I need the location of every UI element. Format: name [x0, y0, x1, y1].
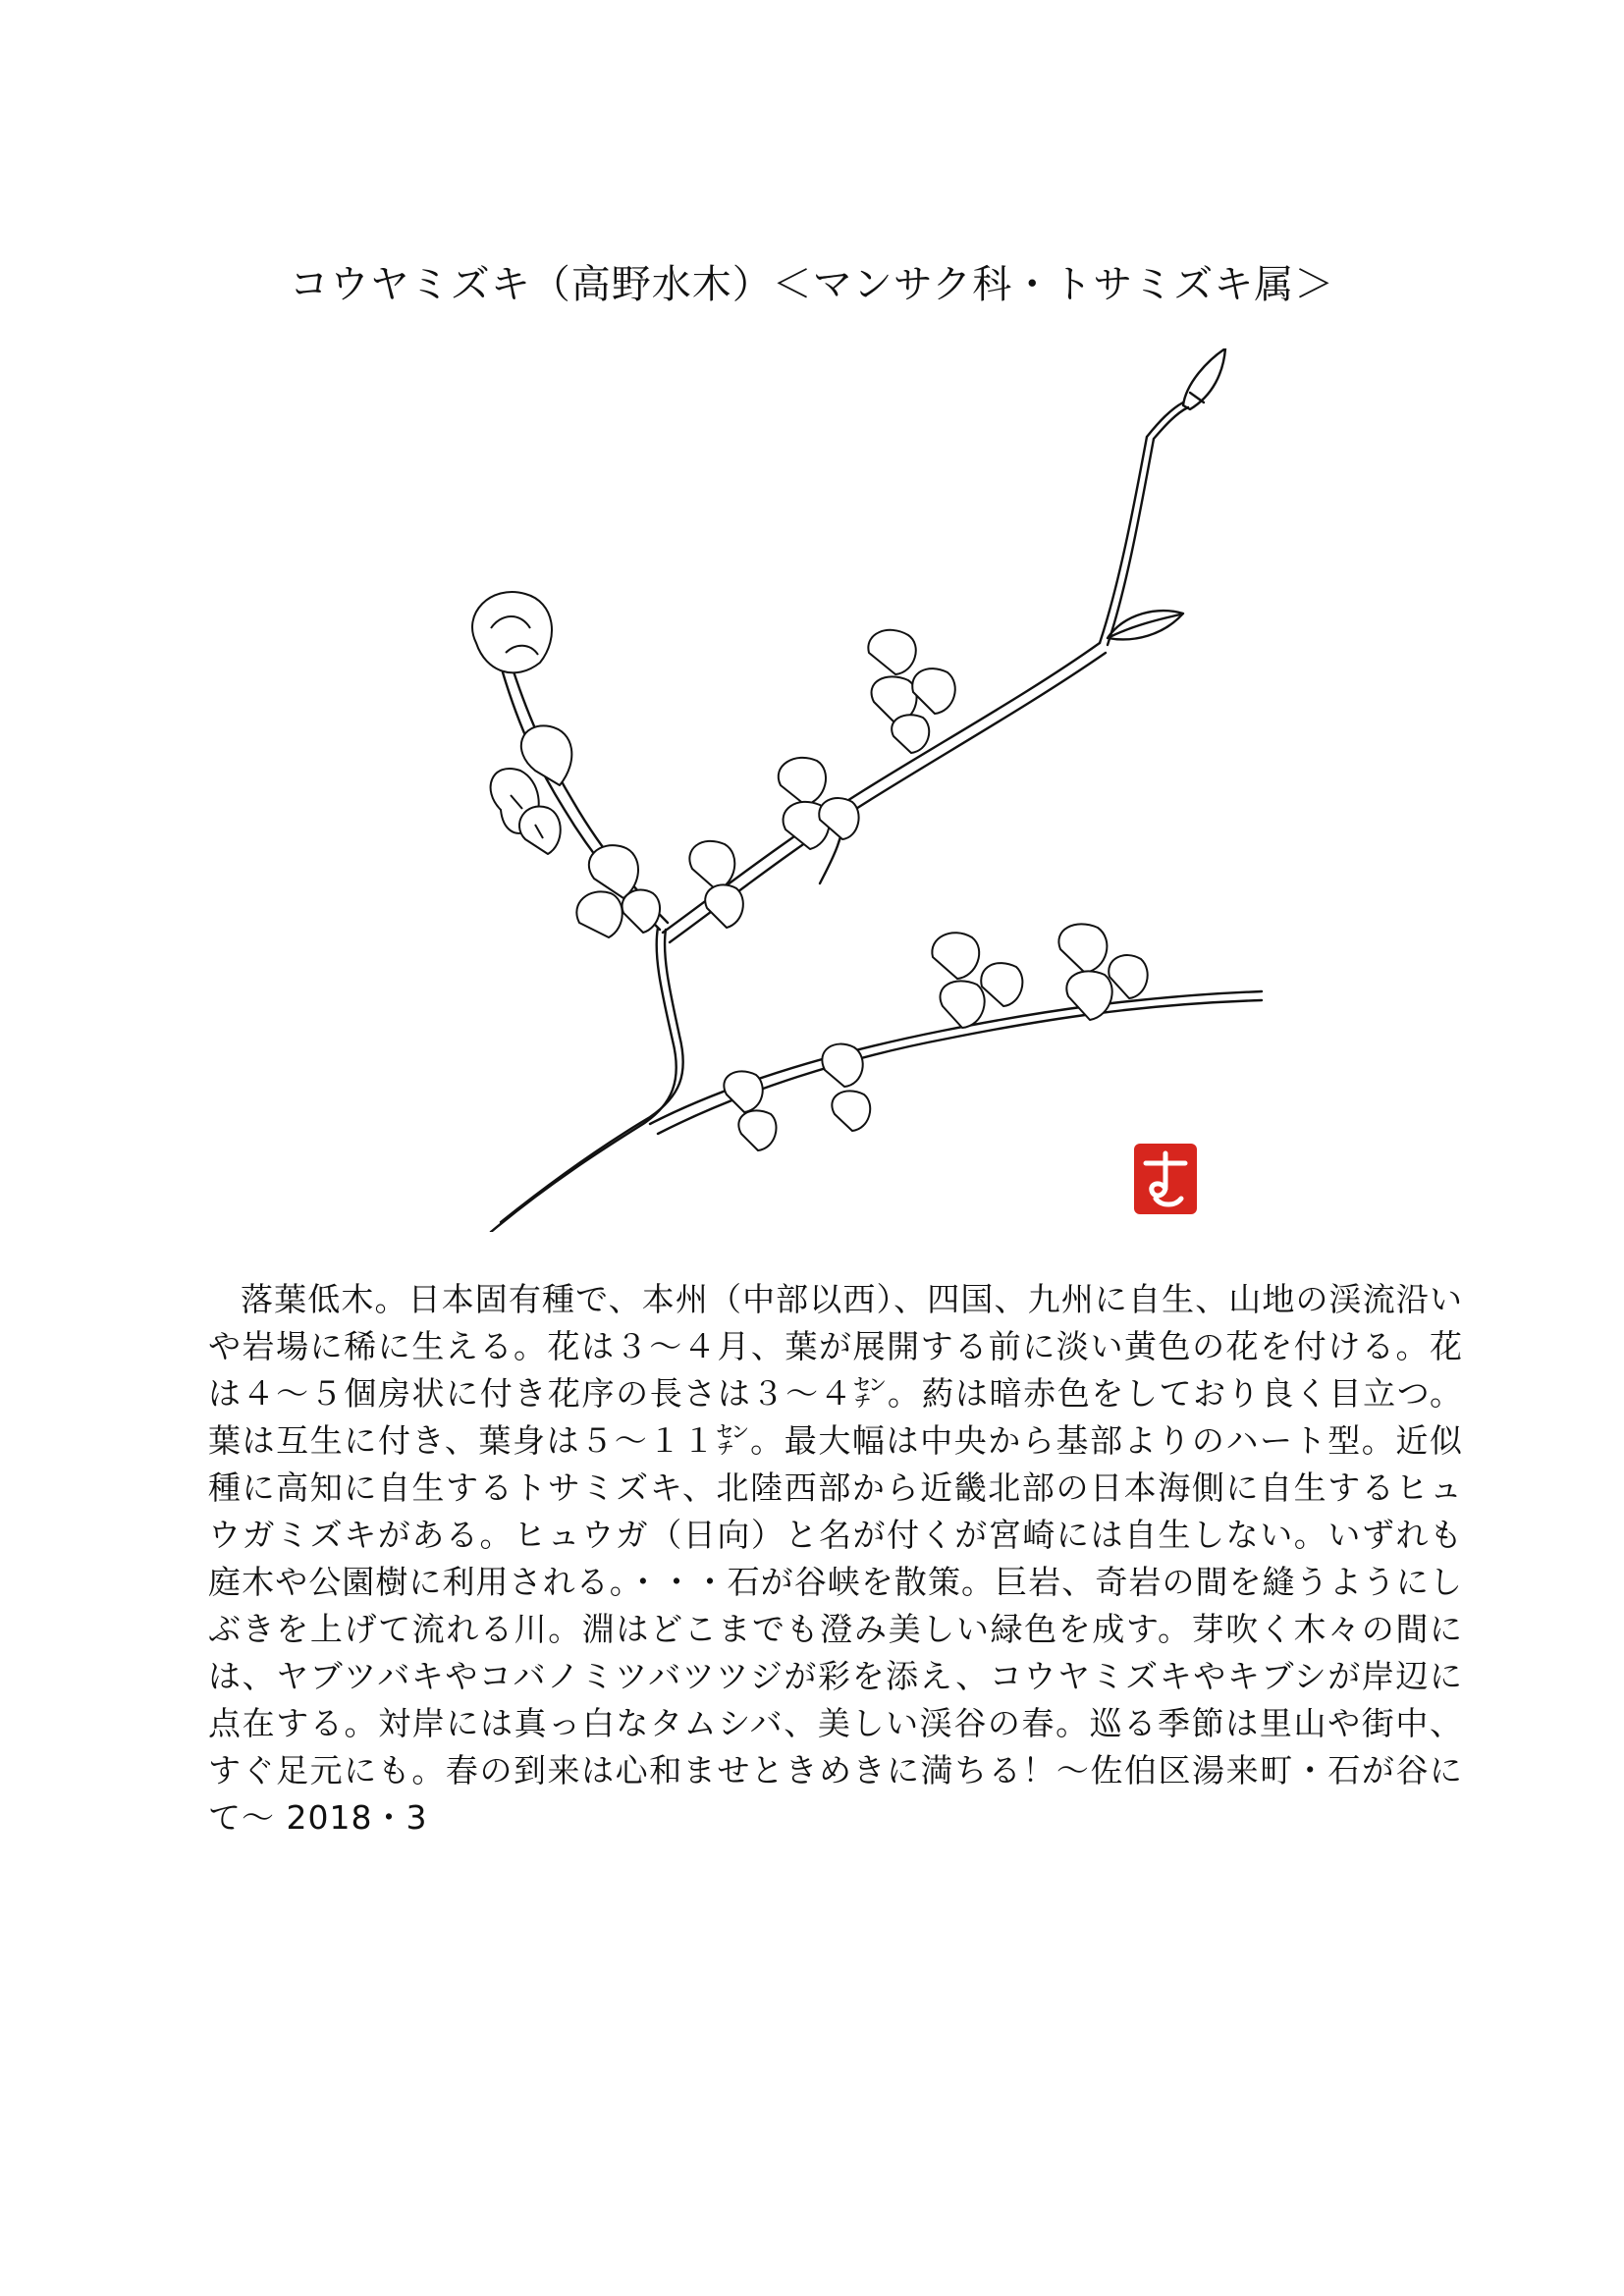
page-title: コウヤミズキ（高野水木）＜マンサク科・トサミズキ属＞ — [289, 262, 1335, 307]
branch-illustration — [432, 348, 1296, 1232]
flower-cluster — [724, 1071, 776, 1150]
main-stem — [491, 928, 677, 1232]
flower-cluster — [868, 630, 954, 753]
artist-seal — [1132, 1142, 1199, 1216]
flower-cluster — [472, 592, 552, 672]
leaf-bud — [1108, 611, 1183, 639]
flower-cluster — [779, 758, 859, 849]
description-text — [208, 1276, 1463, 1842]
top-bud — [1183, 348, 1225, 409]
flower-cluster — [1058, 924, 1147, 1020]
flower-cluster — [932, 933, 1022, 1028]
flower-cluster — [576, 845, 660, 937]
description-paragraph: 落葉低木。日本固有種で、本州（中部以西）、四国、九州に自生、山地の渓流沿いや岩場に稀に生える。花は３～４月、葉が展開する前に淡い黄色の花を付ける。花は４～５個房状に付き花序の長さは３～４㌢。葯は暗赤色をしており良く目立つ。葉は互生に付き、葉身は５～１１㌢。最大幅は中央から基部よりのハート型。近似種に高知に自生するトサミズキ、北陸西部から近畿北部の日本海側に自生するヒュウガミズキがある。ヒュウガ（日向）と名が付くが宮崎には自生しない。いずれも庭木や公園樹に利用される。・・・石が谷峡を散策。巨岩、奇岩の間を縫うようにしぶきを上げて流れる川。淵はどこまでも澄み美しい緑色を成す。芽吹く木々の間には、ヤブツバキやコバノミツバツツジが彩を添え、コウヤミズキやキブシが岸辺に点在する。対岸には真っ白なタムシバ、美しい渓谷の春。巡る季節は里山や街中、すぐ足元にも。春の到来は心和ませときめきに満ちる！～佐伯区湯来町・石が谷にて～ 2018・3 — [208, 1280, 1463, 1837]
flower-cluster — [689, 841, 743, 928]
flower-cluster — [491, 725, 572, 854]
